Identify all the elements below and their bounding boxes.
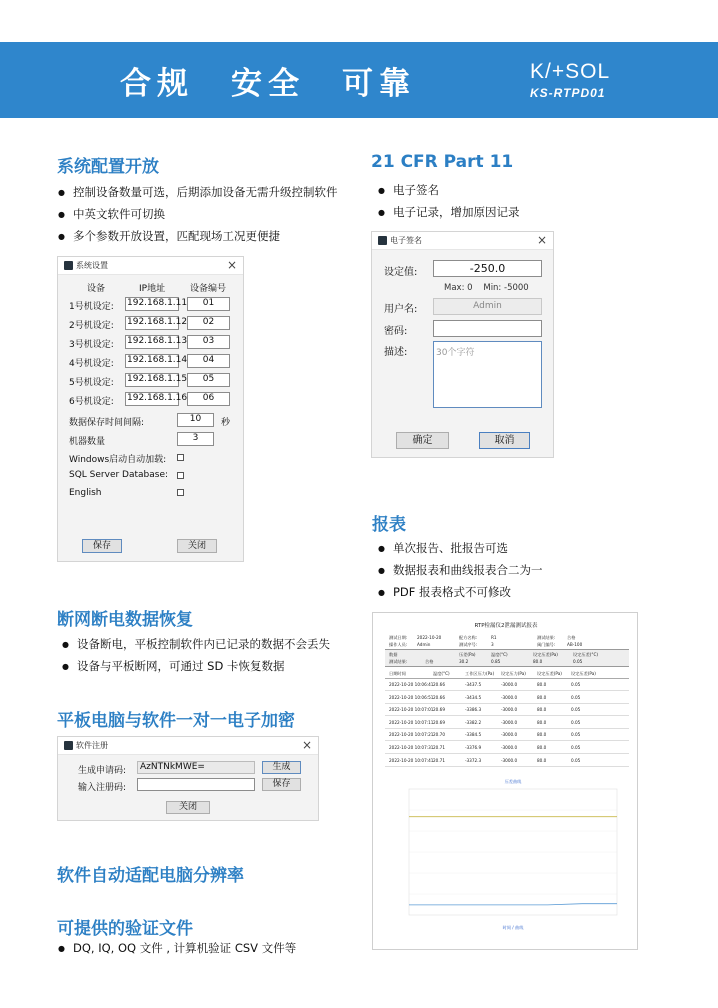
report-param-header: 压差(Pa) [459, 652, 476, 657]
description-label: 描述: [384, 347, 408, 358]
report-cell: -3000.0 [501, 682, 518, 687]
report-cell: -3000.0 [501, 694, 518, 700]
password-input[interactable] [433, 320, 542, 337]
autoload-checkbox[interactable] [177, 454, 184, 461]
interval-input[interactable]: 10 [177, 413, 214, 427]
sql-label: SQL Server Database: [69, 470, 169, 480]
bullet: ● DQ, IQ, OQ 文件 , 计算机验证 CSV 文件等 [58, 940, 296, 956]
system-settings-dialog [57, 256, 244, 562]
device-number-input[interactable]: 04 [187, 354, 230, 368]
report-cell: 20.69 [433, 719, 445, 725]
col-header-ip: IP地址 [139, 284, 166, 294]
report-param-value: 0.05 [573, 659, 583, 664]
report-meta: Admin [417, 642, 431, 647]
x-axis-label: 时间 / 曲线 [502, 925, 524, 930]
report-meta: 测试序号: [459, 642, 478, 647]
machine-count-input[interactable]: 3 [177, 432, 214, 446]
report-cell: 20.71 [433, 757, 445, 763]
section-title-recovery: 断网断电数据恢复 [57, 610, 193, 630]
register-close-button[interactable]: 关闭 [166, 801, 210, 814]
bullet: ● 多个参数开放设置，匹配现场工况更便捷 [58, 228, 280, 244]
device-number-input[interactable]: 02 [187, 316, 230, 330]
report-param-header: 温度(°C) [491, 652, 508, 657]
divider [385, 766, 629, 767]
interval-label: 数据保存时间间隔: [69, 418, 145, 428]
bullet: ● 单次报告、批报告可选 [378, 540, 508, 556]
sql-checkbox[interactable] [177, 472, 184, 479]
report-meta: 操作人员: [389, 642, 408, 647]
report-param-header: 数据 [389, 652, 398, 657]
description-textarea[interactable]: 30个字符 [433, 341, 542, 408]
title-bar [372, 232, 553, 250]
bullet: ● 电子记录，增加原因记录 [378, 204, 519, 220]
dialog-title: 电子签名 [390, 236, 422, 245]
col-header-number: 设备编号 [190, 284, 227, 294]
report-meta: R1 [491, 635, 497, 640]
report-cell: -3000.0 [501, 757, 518, 763]
bullet: ● 设备与平板断网，可通过 SD 卡恢复数据 [62, 658, 284, 674]
app-icon [64, 741, 73, 750]
report-cell: 80.0 [537, 694, 547, 700]
report-cell: 80.0 [537, 732, 547, 738]
report-col-header: 日期时间 [389, 671, 406, 676]
divider [385, 753, 629, 754]
report-param-value: 合格 [425, 659, 434, 664]
report-cell: 2022-10-20 10:06:41 [389, 682, 434, 687]
report-cell: -3434.5 [465, 694, 482, 700]
register-code-input[interactable] [137, 778, 255, 791]
autoload-label: Windows启动自动加载: [69, 455, 167, 465]
report-param-header: 设定压差(°C) [573, 652, 599, 657]
report-chart [385, 771, 629, 931]
report-cell: -3376.9 [465, 745, 482, 750]
bullet: ● PDF 报表格式不可修改 [378, 584, 511, 600]
machine-count-label: 机器数量 [69, 437, 106, 447]
report-cell: 0.05 [571, 719, 581, 725]
device-ip-input[interactable]: 192.168.1.12 [125, 316, 179, 330]
username-field: Admin [433, 298, 542, 315]
report-meta: 2022-10-20 [417, 635, 442, 640]
report-cell: 80.0 [537, 707, 547, 713]
report-cell: 80.0 [537, 719, 547, 725]
report-cell: 2022-10-20 10:07:31 [389, 745, 434, 750]
report-cell: -3000.0 [501, 732, 518, 738]
section-title-resolution: 软件自动适配电脑分辨率 [57, 866, 244, 886]
confirm-button[interactable]: 确定 [396, 432, 449, 449]
report-col-header: 设定压差(Pa) [537, 671, 562, 676]
username-label: 用户名: [384, 304, 418, 315]
brand-logo: K/+SOL [530, 60, 611, 83]
chart-title: 压差曲线 [504, 779, 522, 784]
e-signature-dialog [371, 231, 554, 458]
bullet: ● 控制设备数量可选，后期添加设备无需升级控制软件 [58, 184, 337, 200]
report-param-value: 测试结果: [389, 659, 408, 664]
divider [385, 728, 629, 729]
report-col-header: 工作区压力(Pa) [465, 671, 495, 676]
report-cell: 20.66 [433, 694, 445, 700]
model-number: KS-RTPD01 [530, 86, 606, 100]
report-meta: 测试日期: [389, 635, 408, 640]
report-title: RTP检漏仪2泄漏测试报表 [474, 623, 538, 629]
range-hint: Max: 0 Min: -5000 [444, 283, 529, 293]
device-row-label: 5号机设定: [69, 378, 114, 388]
report-cell: 2022-10-20 10:07:41 [389, 757, 434, 763]
dialog-title: 系统设置 [76, 261, 108, 270]
section-title-report: 报表 [372, 515, 406, 535]
col-header-device: 设备 [87, 284, 106, 294]
title-bar [58, 257, 243, 275]
report-cell: 2022-10-20 10:07:11 [389, 719, 434, 725]
divider [385, 690, 629, 691]
section-title-config: 系统配置开放 [57, 157, 159, 177]
register-dialog [57, 736, 319, 821]
report-param-value: 80.0 [533, 659, 543, 664]
report-cell: 20.66 [433, 682, 445, 687]
close-icon[interactable]: × [536, 233, 547, 247]
report-cell: 0.05 [571, 757, 581, 763]
set-value-input[interactable]: -250.0 [433, 260, 542, 277]
save-button[interactable]: 保存 [82, 539, 122, 553]
device-ip-input[interactable]: 192.168.1.15 [125, 373, 179, 387]
password-label: 密码: [384, 326, 408, 337]
close-button[interactable]: 关闭 [177, 539, 217, 553]
device-row-label: 6号机设定: [69, 397, 114, 407]
report-cell: 2022-10-20 10:07:21 [389, 732, 434, 738]
report-cell: 0.05 [571, 732, 581, 738]
report-col-header: 设定压差(Pa) [571, 671, 596, 676]
device-ip-input[interactable]: 192.168.1.13 [125, 335, 179, 349]
report-cell: -3000.0 [501, 745, 518, 750]
section-title-encryption: 平板电脑与软件一对一电子加密 [57, 711, 295, 731]
report-param-header: 设定压差(Pa) [533, 652, 558, 657]
divider [385, 703, 629, 704]
report-cell: 80.0 [537, 757, 547, 763]
divider [385, 678, 629, 679]
apply-code-label: 生成申请码: [78, 766, 127, 776]
dialog-title: 软件注册 [76, 741, 108, 750]
report-cell: 0.05 [571, 694, 581, 700]
report-cell: 0.05 [571, 745, 581, 750]
apply-code-field: AzNTNkMWE= [137, 761, 255, 774]
report-cell: -3000.0 [501, 707, 518, 713]
bullet: ● 数据报表和曲线报表合二为一 [378, 562, 542, 578]
device-number-input[interactable]: 03 [187, 335, 230, 349]
device-row-label: 4号机设定: [69, 359, 114, 369]
close-icon[interactable]: × [226, 258, 237, 272]
device-ip-input[interactable]: 192.168.1.11 [125, 297, 179, 311]
report-cell: -3386.3 [465, 707, 482, 713]
device-ip-input[interactable]: 192.168.1.14 [125, 354, 179, 368]
report-meta: 阀门编号: [537, 642, 556, 647]
report-cell: 80.0 [537, 745, 547, 750]
report-meta: 合格 [567, 635, 576, 640]
app-icon [64, 261, 73, 270]
report-col-header: 设定压力(Pa) [501, 671, 526, 676]
divider [385, 740, 629, 741]
device-number-input[interactable]: 06 [187, 392, 230, 406]
header-banner [0, 42, 718, 118]
register-code-label: 输入注册码: [78, 783, 127, 793]
english-label: English [69, 488, 102, 498]
english-checkbox[interactable] [177, 489, 184, 496]
set-value-label: 设定值: [384, 267, 418, 278]
device-row-label: 3号机设定: [69, 340, 114, 350]
report-param-value: 0.85 [491, 659, 501, 664]
bullet: ● 中英文软件可切换 [58, 206, 165, 222]
report-cell: -3382.2 [465, 719, 482, 725]
report-cell: 20.71 [433, 745, 445, 750]
bullet: ● 电子签名 [378, 182, 439, 198]
report-meta: 测试结果: [537, 635, 556, 640]
device-row-label: 2号机设定: [69, 321, 114, 331]
report-cell: 80.0 [537, 682, 547, 687]
report-cell: 20.69 [433, 707, 445, 713]
register-save-button[interactable]: 保存 [262, 778, 301, 791]
device-number-input[interactable]: 01 [187, 297, 230, 311]
slogan: 合规 安全 可靠 [120, 66, 416, 102]
report-col-header: 温度(°C) [433, 671, 450, 676]
report-param-value: 30.2 [459, 659, 469, 664]
report-preview [372, 612, 638, 950]
section-title-validation: 可提供的验证文件 [57, 919, 193, 939]
device-ip-input[interactable]: 192.168.1.16 [125, 392, 179, 406]
report-cell: 0.05 [571, 707, 581, 713]
report-cell: 2022-10-20 10:07:01 [389, 707, 434, 713]
generate-button[interactable]: 生成 [262, 761, 301, 774]
device-number-input[interactable]: 05 [187, 373, 230, 387]
report-meta: 3 [491, 642, 494, 647]
cancel-button[interactable]: 取消 [479, 432, 530, 449]
title-bar [58, 737, 318, 755]
section-title-cfr: 21 CFR Part 11 [371, 152, 514, 172]
report-cell: -3384.5 [465, 732, 482, 738]
report-cell: 20.70 [433, 732, 445, 738]
divider [385, 715, 629, 716]
report-meta: 配方名称: [459, 635, 478, 640]
app-icon [378, 236, 387, 245]
bullet: ● 设备断电，平板控制软件内已记录的数据不会丢失 [62, 636, 330, 652]
device-row-label: 1号机设定: [69, 302, 114, 312]
report-meta: AB-100 [567, 642, 583, 647]
report-cell: -3000.0 [501, 719, 518, 725]
interval-unit: 秒 [221, 418, 231, 428]
close-icon[interactable]: × [301, 738, 312, 752]
report-cell: -3372.3 [465, 757, 482, 763]
report-cell: -3437.5 [465, 682, 482, 687]
report-cell: 0.05 [571, 682, 581, 687]
report-cell: 2022-10-20 10:06:51 [389, 694, 434, 700]
